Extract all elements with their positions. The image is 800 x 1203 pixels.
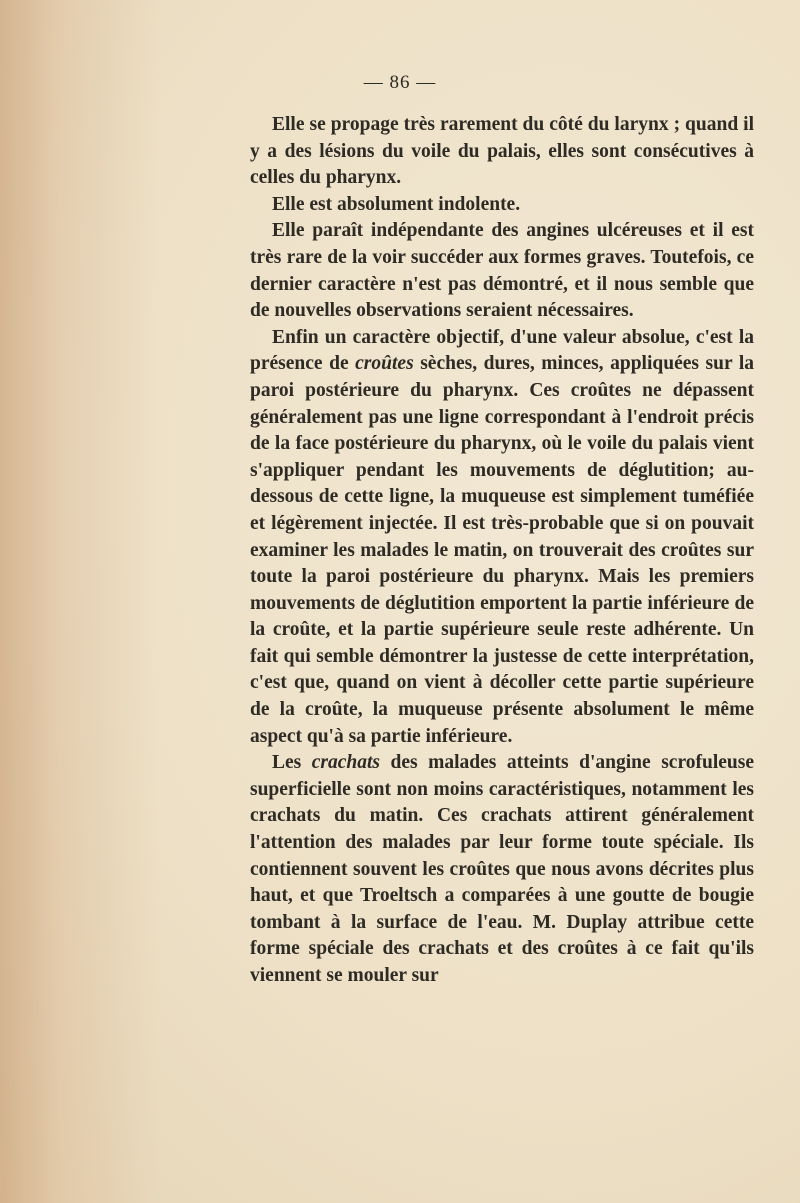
emphasis-croutes: croûtes [355, 353, 414, 375]
paragraph-sputum-rest: des malades atteints d'angine scrofuleuse superficielle sont non moins caractéristiques, notamment les crachats du matin. Ces crachats attirent généralement l'attention des malades par leur forme toute spéciale. Ils contiennent souvent les croûtes que nous avons décrites plus haut, et que Troeltsch a comparées à une goutte de bougie tombant à la surface de l'eau. M. Duplay attribue cette forme spéciale des crachats et des croûtes à ce fait qu'ils viennent se mouler sur [250, 752, 754, 986]
paragraph-independence: Elle paraît indépendante des angines ulcéreuses et il est très rare de la voir succéder aux formes graves. Toutefois, ce dernier caractère n'est pas démontré, et il nous semble que de nouvelles observations seraient nécessaires. [250, 220, 754, 322]
page-number: — 86 — [363, 72, 437, 93]
paragraph-crusts [250, 325, 754, 751]
paragraph-sputum [250, 750, 754, 989]
paragraph-crusts-start: Enfin un caractère objectif, d'une valeur absolue, c'est la présence de [250, 326, 754, 375]
paragraph-sputum-start: Les [272, 752, 312, 774]
paragraph-indolence: Elle est absolument indolente. [272, 193, 521, 215]
page-body [250, 112, 754, 990]
paragraph-propagation: Elle se propage très rarement du côté du larynx ; quand il y a des lésions du voile du palais, elles sont consécutives à celles du pharynx. [250, 114, 754, 189]
paragraph-crusts-rest: sèches, dures, minces, appliquées sur la paroi postérieure du pharynx. Ces croûtes ne dépassent généralement pas une ligne correspondant à l'endroit précis de la face postérieure du pharynx, où le voile du palais vient s'appliquer pendant les mouvements de déglutition; au-dessous de cette ligne, la muqueuse est simplement tuméfiée et légèrement injectée. Il est très-probable que si on pouvait examiner les malades le matin, on trouverait des croûtes sur toute la paroi postérieure du pharynx. Mais les premiers mouvements de déglutition emportent la partie inférieure de la croûte, et la partie supérieure seule reste adhérente. Un fait qui semble démontrer la justesse de cette interprétation, c'est que, quand on vient à décoller cette partie supérieure de la croûte, la muqueuse présente absolument le même aspect qu'à sa partie inférieure. [250, 353, 754, 747]
emphasis-crachats: crachats [311, 752, 381, 774]
